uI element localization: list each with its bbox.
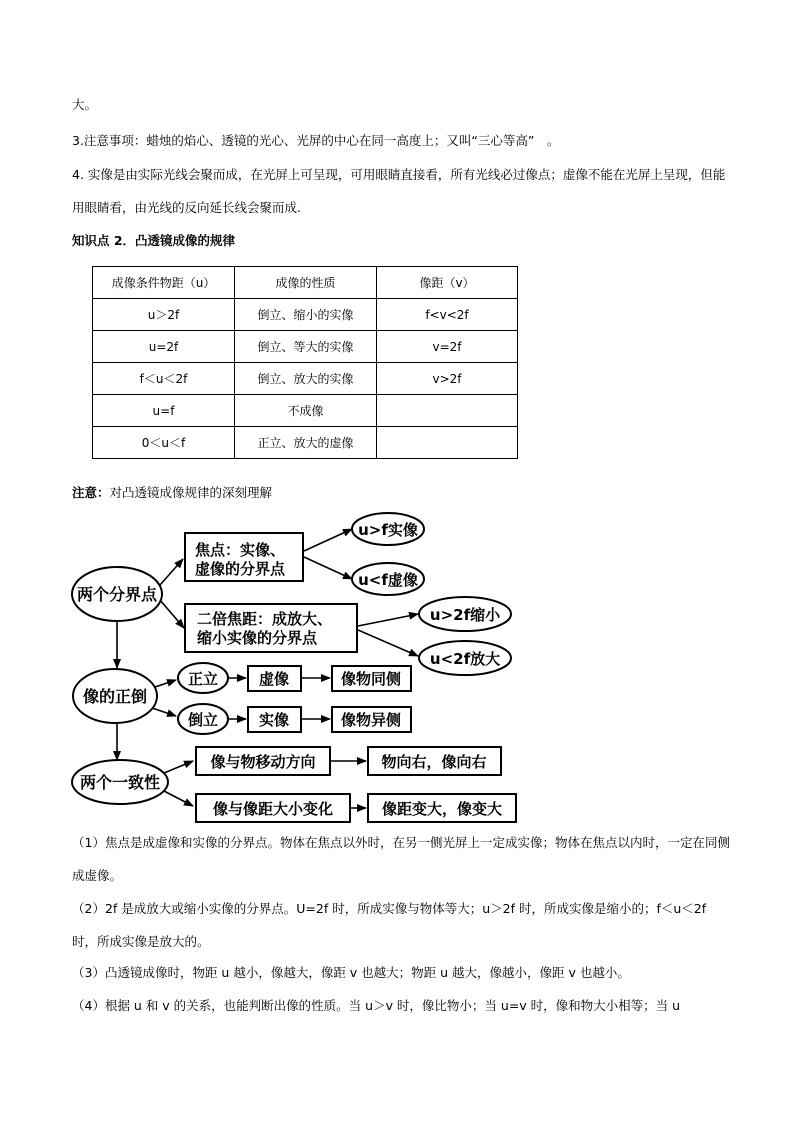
connector-arrow <box>160 600 184 628</box>
table-cell: 不成像 <box>235 395 377 427</box>
note-three-centers: 3.注意事项：蜡烛的焰心、透镜的光心、光屏的中心在同一高度上；又叫“三心等高” 。 <box>72 133 560 148</box>
table-cell: f＜u＜2f <box>93 363 235 395</box>
table-cell: u＞2f <box>93 299 235 331</box>
table-cell: f<v<2f <box>377 299 518 331</box>
table-header-cell: 像距（v） <box>377 267 518 299</box>
note-text: 对凸透镜成像规律的深刻理解 <box>109 485 273 500</box>
node-inverted-label: 倒立 <box>187 711 219 729</box>
node-image-orientation-label: 像的正倒 <box>82 687 148 706</box>
table-cell: 倒立、等大的实像 <box>235 331 377 363</box>
table-cell: v=2f <box>377 331 518 363</box>
explanation-1: （1）焦点是成虚像和实像的分界点。物体在焦点以外时，在另一侧光屏上一定成实像；物体在焦点以内时，一定在同侧成虚像。 <box>72 835 730 883</box>
note-label: 注意： <box>72 485 110 500</box>
connector-arrow <box>358 614 418 626</box>
table-cell: 正立、放大的虚像 <box>235 427 377 459</box>
table-cell: 0＜u＜f <box>93 427 235 459</box>
table-header-cell: 成像条件物距（u） <box>93 267 235 299</box>
node-real-image-label: 实像 <box>258 711 290 729</box>
connector-arrow <box>164 761 193 773</box>
node-opposite-side-label: 像物异侧 <box>340 711 402 729</box>
node-virtual-image-label: 虚像 <box>258 670 290 688</box>
connector-arrow <box>358 630 418 656</box>
node-focal-point-line1: 焦点：实像、 <box>195 541 286 559</box>
explanation-2: （2）2f 是成放大或缩小实像的分界点。U=2f 时，所成实像与物体等大；u＞2f 时，所成实像是缩小的；f＜u＜2f 时，所成实像是放大的。 <box>72 901 707 949</box>
node-u-gt-2f-label: u>2f缩小 <box>429 606 501 624</box>
section-heading-2: 知识点 2．凸透镜成像的规律 <box>72 233 236 248</box>
node-same-side-label: 像物同侧 <box>340 670 402 688</box>
connector-arrow <box>152 708 176 716</box>
node-movement-direction-label: 像与物移动方向 <box>210 753 316 771</box>
table-cell: 倒立、缩小的实像 <box>235 299 377 331</box>
connector-arrow <box>304 529 352 551</box>
node-focal-point-line2: 虚像的分界点 <box>195 560 286 578</box>
table-cell: u=f <box>93 395 235 427</box>
node-two-boundaries-label: 两个分界点 <box>76 585 158 604</box>
table-cell: 倒立、放大的实像 <box>235 363 377 395</box>
connector-arrow <box>160 559 183 585</box>
node-u-lt-2f-label: u<2f放大 <box>429 650 501 668</box>
connector-arrow <box>164 791 193 806</box>
node-two-consistencies-label: 两个一致性 <box>79 773 161 792</box>
node-upright-label: 正立 <box>187 670 219 688</box>
node-size-distance-change-label: 像与像距大小变化 <box>212 800 334 818</box>
explanation-3: （3）凸透镜成像时，物距 u 越小，像越大，像距 v 也越大；物距 u 越大，像越小，像距 v 也越小。 <box>72 965 630 980</box>
node-distance-grows-label: 像距变大，像变大 <box>381 800 503 818</box>
table-cell: v>2f <box>377 363 518 395</box>
explanation-4: （4）根据 u 和 v 的关系，也能判断出像的性质。当 u＞v 时，像比物小；当 u=v 时，像和物大小相等；当 u <box>72 998 681 1013</box>
node-u-gt-f-label: u>f实像 <box>358 521 418 539</box>
table-cell: u=2f <box>93 331 235 363</box>
note-real-virtual-image: 4. 实像是由实际光线会聚而成，在光屏上可呈现，可用眼睛直接看，所有光线必过像点；虚像不能在光屏上呈现，但能用眼睛看，由光线的反向延长线会聚而成. <box>72 167 726 215</box>
connector-arrow <box>304 557 352 579</box>
node-move-right-label: 物向右，像向右 <box>381 753 487 771</box>
node-twice-focal-line2: 缩小实像的分界点 <box>197 629 318 647</box>
node-u-lt-f-label: u<f虚像 <box>358 571 418 589</box>
table-header-cell: 成像的性质 <box>235 267 377 299</box>
intro-continuation: 大。 <box>72 97 98 112</box>
node-twice-focal-line1: 二倍焦距：成放大、 <box>197 610 333 628</box>
